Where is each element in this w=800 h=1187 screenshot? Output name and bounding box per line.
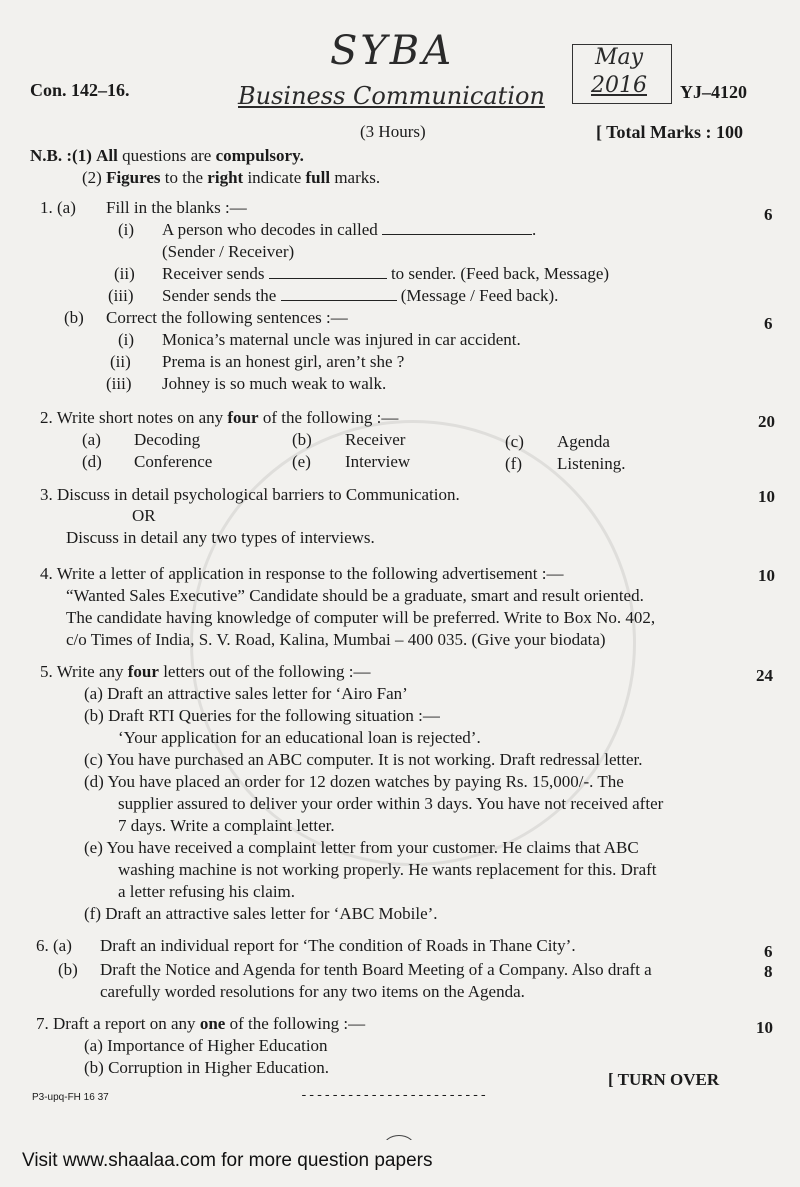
q3-line-1: 3. Discuss in detail psychological barriers to Communication. — [40, 485, 460, 504]
q1b-i: Monica’s maternal uncle was injured in car accident. — [162, 330, 521, 349]
nb-compulsory: compulsory. — [215, 146, 304, 165]
blank-line — [269, 264, 387, 279]
q4-line-3: The candidate having knowledge of computer will be preferred. Write to Box No. 402, — [66, 608, 656, 627]
q2-item-c-num: (c) — [505, 432, 524, 451]
q1b-i-num: (i) — [118, 330, 135, 349]
footer-dashes: ------------------------ — [300, 1088, 488, 1103]
paper-code: YJ–4120 — [680, 82, 747, 102]
q1a-i-num: (i) — [118, 220, 135, 239]
nb-all: All — [96, 146, 118, 165]
nb-line-2 — [82, 168, 380, 188]
q5-text1: 5. Write any — [40, 662, 124, 681]
nb-text: questions are — [122, 146, 212, 165]
blank-line — [382, 220, 532, 235]
q6b-num: (b) — [58, 960, 78, 979]
q2-text2: of the following :— — [262, 408, 399, 427]
q1a-iii-text2: (Message / Feed back). — [400, 286, 559, 305]
subject-handwritten: Business Communication — [238, 82, 545, 110]
q1b-ii: Prema is an honest girl, aren’t she ? — [162, 352, 405, 371]
q2-item-f-num: (f) — [505, 454, 522, 473]
q1a-number: 1. (a) — [40, 198, 76, 217]
q2-item-e-num: (e) — [292, 452, 311, 471]
q1a-ii-text2: to sender. (Feed back, Message) — [390, 264, 610, 283]
q1a-i: A person who decodes in called . — [162, 220, 537, 239]
q5-e-line-2: washing machine is not working properly. He wants replacement for this. Draft — [118, 860, 657, 879]
q2-item-f: Listening. — [557, 454, 626, 473]
date-stamp-box — [572, 44, 672, 104]
q7-stem — [36, 1014, 365, 1034]
q5-d-line-2: supplier assured to deliver your order within 3 days. You have not received after — [118, 794, 664, 813]
nb2-right: right — [207, 168, 244, 187]
q7-marks: 10 — [756, 1018, 773, 1037]
q5-b-line-1: (b) Draft RTI Queries for the following situation :— — [84, 706, 440, 725]
con-number: Con. 142–16. — [30, 80, 130, 100]
q4-line-1: 4. Write a letter of application in response to the following advertisement :— — [40, 564, 564, 583]
q1a-ii — [162, 264, 609, 284]
turn-over: [ TURN OVER — [608, 1070, 720, 1089]
class-handwritten: SYBA — [330, 28, 455, 74]
nb2-marks: marks. — [334, 168, 381, 187]
q7-one: one — [199, 1014, 226, 1033]
promo-link[interactable]: Visit www.shaalaa.com for more question papers — [22, 1150, 433, 1171]
q2-item-c: Agenda — [557, 432, 610, 451]
q5-four: four — [127, 662, 159, 681]
q2-item-a: Decoding — [134, 430, 201, 449]
q2-item-a-num: (a) — [82, 430, 101, 449]
nb2-indicate: indicate — [247, 168, 302, 187]
q6a-num: 6. (a) — [36, 936, 72, 955]
q1b-iii: Johney is so much weak to walk. — [162, 374, 387, 393]
q1a-i-text: A person who decodes in called — [162, 220, 378, 239]
q5-b-line-2: ‘Your application for an educational loan is rejected’. — [118, 728, 481, 747]
q5-stem — [40, 662, 370, 682]
q1a-marks: 6 — [764, 205, 773, 224]
q6b-line-2: carefully worded resolutions for any two items on the Agenda. — [100, 982, 525, 1001]
q4-marks: 10 — [758, 566, 775, 585]
q2-item-b-num: (b) — [292, 430, 312, 449]
q1a-intro: Fill in the blanks :— — [106, 198, 247, 217]
q5-d-line-1: (d) You have placed an order for 12 dozen watches by paying Rs. 15,000/-. The — [84, 772, 624, 791]
q2-marks: 20 — [758, 412, 775, 431]
q7-text1: 7. Draft a report on any — [36, 1014, 196, 1033]
q1a-ii-num: (ii) — [114, 264, 135, 283]
q3-line-2: Discuss in detail any two types of interviews. — [66, 528, 375, 547]
q2-item-b: Receiver — [345, 430, 406, 449]
nb-line-1 — [30, 146, 304, 166]
q7-a: (a) Importance of Higher Education — [84, 1036, 328, 1055]
q2-item-d-num: (d) — [82, 452, 102, 471]
q2-item-d: Conference — [134, 452, 213, 471]
q1b-marks: 6 — [764, 314, 773, 333]
q6b-marks: 8 — [764, 962, 773, 981]
q5-c: (c) You have purchased an ABC computer. It is not working. Draft redressal letter. — [84, 750, 643, 769]
stamp-year: 2016 — [591, 73, 647, 98]
nb2-text: to the — [164, 168, 204, 187]
q3-marks: 10 — [758, 487, 775, 506]
q1a-i-options: (Sender / Receiver) — [162, 242, 295, 261]
nb2-figures: Figures — [106, 168, 161, 187]
q6a: Draft an individual report for ‘The condition of Roads in Thane City’. — [100, 936, 576, 955]
q6a-marks: 6 — [764, 942, 773, 961]
q2-four: four — [227, 408, 259, 427]
q1a-iii — [162, 286, 558, 306]
q1b-ii-num: (ii) — [110, 352, 131, 371]
q2-text1: 2. Write short notes on any — [40, 408, 224, 427]
q6b-line-1: Draft the Notice and Agenda for tenth Board Meeting of a Company. Also draft a — [100, 960, 652, 979]
q1a-iii-num: (iii) — [108, 286, 134, 305]
q5-a: (a) Draft an attractive sales letter for ‘Airo Fan’ — [84, 684, 408, 703]
q1b-intro: Correct the following sentences :— — [106, 308, 348, 327]
blank-line — [281, 286, 397, 301]
stamp-month: May — [595, 45, 644, 70]
q4-line-4: c/o Times of India, S. V. Road, Kalina, Mumbai – 400 035. (Give your biodata) — [66, 630, 606, 649]
q1a-iii-text1: Sender sends the — [162, 286, 277, 305]
q3-or: OR — [132, 506, 156, 525]
nb2-full: full — [305, 168, 331, 187]
duration: (3 Hours) — [360, 122, 426, 141]
nb-prefix: N.B. :(1) — [30, 146, 92, 165]
q7-text2: of the following :— — [229, 1014, 366, 1033]
total-marks: [ Total Marks : 100 — [596, 122, 744, 142]
q5-text2: letters out of the following :— — [163, 662, 371, 681]
q2-stem — [40, 408, 398, 428]
nb2-prefix: (2) — [82, 168, 102, 187]
q5-marks: 24 — [756, 666, 773, 685]
q2-item-e: Interview — [345, 452, 411, 471]
q1a-ii-text1: Receiver sends — [162, 264, 265, 283]
print-code: P3-upq-FH 16 37 — [32, 1092, 109, 1103]
q1b-iii-num: (iii) — [106, 374, 132, 393]
q5-f: (f) Draft an attractive sales letter for ‘ABC Mobile’. — [84, 904, 438, 923]
q5-e-line-3: a letter refusing his claim. — [118, 882, 296, 901]
q4-line-2: “Wanted Sales Executive” Candidate should be a graduate, smart and result oriented. — [66, 586, 644, 605]
q7-b: (b) Corruption in Higher Education. — [84, 1058, 330, 1077]
q5-d-line-3: 7 days. Write a complaint letter. — [118, 816, 335, 835]
q1b-num: (b) — [64, 308, 84, 327]
q5-e-line-1: (e) You have received a complaint letter from your customer. He claims that ABC — [84, 838, 639, 857]
